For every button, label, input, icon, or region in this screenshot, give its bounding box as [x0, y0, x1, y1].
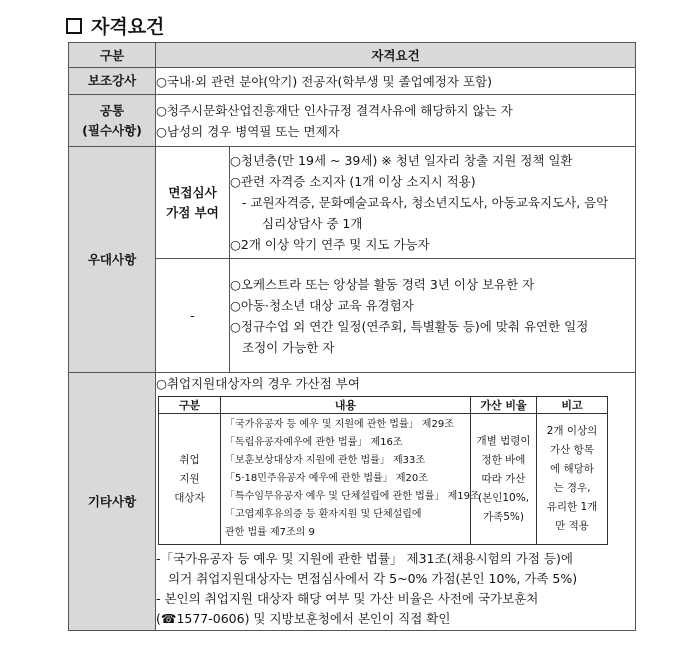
- header-requirements: 자격요건: [156, 43, 636, 68]
- square-bullet-icon: [66, 18, 82, 34]
- interview-bonus-content: [230, 147, 636, 259]
- preferred-other-content: [230, 259, 636, 373]
- section-title: 자격요건: [91, 16, 165, 38]
- law-item: 「독립유공자예우에 관한 법률」 제16조: [225, 437, 403, 448]
- law-item: 「고엽제후유의증 등 환자지원 및 단체설립에: [225, 509, 422, 520]
- list-item: ○2개 이상 악기 연주 및 지도 가능자: [230, 237, 430, 252]
- interview-bonus-label: [156, 147, 230, 259]
- category-common: [69, 95, 156, 147]
- list-item: - 교원자격증, 문화예술교육사, 청소년지도사, 아동교육지도사, 음악: [242, 195, 609, 210]
- common-content: [156, 95, 636, 147]
- ratio-line: 따라 가산: [481, 472, 526, 485]
- law-item: 「보훈보상대상자 지원에 관한 법률」 제33조: [225, 455, 425, 466]
- category-common-line2: (필수사항): [82, 122, 142, 138]
- preferred-other-label: -: [156, 259, 230, 373]
- bonus-category-line: 취업: [179, 453, 200, 466]
- ratio-line: 정한 바에: [481, 453, 526, 466]
- bonus-note: [537, 414, 608, 545]
- category-other: 기타사항: [69, 373, 156, 631]
- section-heading: [66, 12, 164, 39]
- law-item: 관한 법률 제7조의 9: [225, 527, 315, 538]
- list-item: 심리상담사 중 1개: [262, 216, 363, 231]
- row-common: [69, 95, 636, 147]
- bonus-category-line: 대상자: [174, 491, 205, 504]
- assistant-content: [156, 68, 636, 95]
- list-item: ○관련 자격증 소지자 (1개 이상 소지시 적용): [230, 174, 476, 189]
- list-item: ○청주시문화산업진흥재단 인사규정 결격사유에 해당하지 않는 자: [156, 102, 513, 118]
- other-note: -「국가유공자 등 예우 및 지원에 관한 법률」 제31조(채용시험의 가점 등)에: [156, 551, 573, 566]
- law-item: 「특수임무유공자 예우 및 단체설립에 관한 법률」 제19조: [225, 491, 480, 502]
- list-item: 조정이 가능한 자: [242, 339, 335, 355]
- other-intro: ○취업지원대상자의 경우 가산점 부여: [156, 376, 360, 391]
- bonus-ratio: [471, 414, 537, 545]
- bonus-laws: [221, 414, 480, 545]
- list-item: ○청년층(만 19세 ~ 39세) ※ 청년 일자리 창출 지원 정책 일환: [230, 153, 573, 168]
- note-line: 는 경우,: [553, 482, 591, 494]
- note-line: 유리한 1개: [546, 501, 598, 513]
- category-assistant: 보조강사: [69, 68, 156, 95]
- note-line: 만 적용: [555, 520, 589, 532]
- note-line: 가산 항목: [550, 444, 594, 456]
- list-item: ○아동·청소년 대상 교육 유경험자: [230, 297, 414, 313]
- category-preferred: 우대사항: [69, 147, 156, 373]
- header-category: 구분: [69, 43, 156, 68]
- row-other: [69, 373, 636, 631]
- bonus-category-line: 지원: [179, 472, 200, 485]
- bonus-header-category: 구분: [159, 397, 221, 414]
- list-item: ○남성의 경우 병역필 또는 면제자: [156, 123, 340, 139]
- ratio-line: 가족5%): [482, 510, 525, 523]
- row-preferred-1: [69, 147, 636, 259]
- ratio-line: (본인10%,: [477, 491, 530, 504]
- list-item: ○국내·외 관련 분야(악기) 전공자(학부생 및 졸업예정자 포함): [156, 73, 492, 89]
- note-line: 에 해당하: [550, 463, 594, 475]
- other-note: (☎1577-0606) 및 지방보훈청에서 본인이 직접 확인: [156, 611, 451, 626]
- note-line: 2개 이상의: [546, 425, 598, 437]
- other-note: - 본인의 취업지원 대상자 해당 여부 및 가산 비율은 사전에 국가보훈처: [156, 591, 539, 606]
- bonus-header-content: 내용: [221, 397, 471, 414]
- bonus-category: [159, 414, 221, 545]
- category-common-line1: 공통: [99, 102, 125, 118]
- law-item: 「5·18민주유공자 예우에 관한 법률」 제20조: [225, 473, 428, 484]
- requirements-table: [68, 42, 636, 631]
- other-note: 의거 취업지원대상자는 면접심사에서 각 5~0% 가점(본인 10%, 가족 5%): [168, 571, 578, 586]
- law-item: 「국가유공자 등 예우 및 지원에 관한 법률」 제29조: [225, 419, 454, 430]
- bonus-header-note: 비고: [537, 397, 608, 414]
- bonus-header-ratio: 가산 비율: [471, 397, 537, 414]
- interview-bonus-line2: 가점 부여: [166, 204, 219, 220]
- interview-bonus-line1: 면접심사: [168, 184, 217, 200]
- other-content: [156, 373, 636, 631]
- row-assistant: [69, 68, 636, 95]
- ratio-line: 개별 법령이: [476, 434, 531, 447]
- list-item: ○오케스트라 또는 앙상블 활동 경력 3년 이상 보유한 자: [230, 276, 535, 292]
- bonus-table: [158, 396, 608, 545]
- list-item: ○정규수업 외 연간 일정(연주회, 특별활동 등)에 맞춰 유연한 일정: [230, 318, 589, 334]
